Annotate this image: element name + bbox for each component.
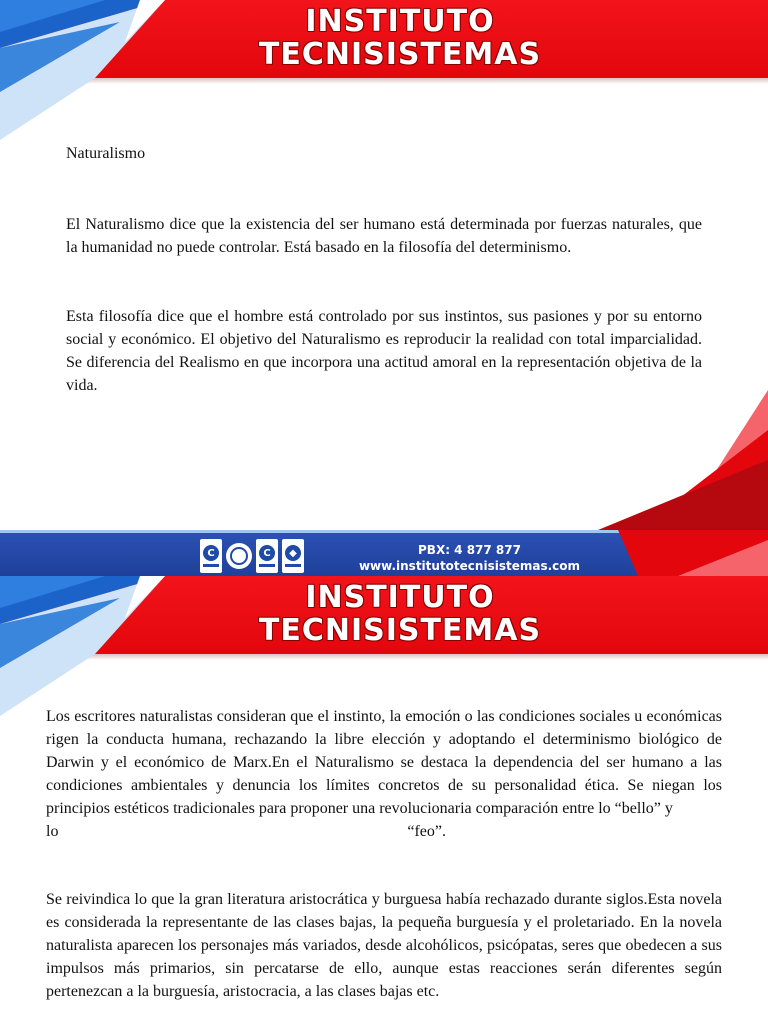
seal-icon [226,543,252,569]
institution-name-line2: TECNISISTEMAS [258,37,542,72]
institution-name [200,5,600,71]
document-title: Naturalismo [66,145,146,162]
paragraph-last-line [46,820,446,843]
paragraph: El Naturalismo dice que la existencia del ser humano está determinada por fuerzas naturales, que la humanidad no puede controlar. Está basado en la filosofía del determinismo. [66,216,702,256]
institution-name-line2: TECNISISTEMAS [258,613,542,648]
decorative-footer-corner [618,530,768,576]
contact-info [357,542,582,574]
institution-name-line1: INSTITUTO [305,4,495,39]
shield-badge-icon: ◆ [282,539,304,573]
paragraph [46,705,722,843]
paragraph-end-word: “feo”. [407,823,446,840]
certification-logos [200,539,304,573]
website-link[interactable]: www.institutotecnisistemas.com [358,559,581,573]
paragraph-text: Los escritores naturalistas consideran que el instinto, la emoción o las condiciones sociales u económicas rigen la conducta humana, rechazando la libre elección y adoptando el determinismo biológico de Darwin y el económico de Marx.En el Naturalismo se destaca la dependencia del ser humano a las condiciones ambientales y denuncia los límites concretos de su personalidad ética. Se niegan los principios estéticos tradicionales para proponer una revolucionaria comparación entre lo “bello” y [46,708,722,817]
paragraph-end-word: lo [46,823,59,840]
decorative-corner-right [598,390,768,530]
paragraph: Esta filosofía dice que el hombre está controlado por sus instintos, sus pasiones y por su entorno social y económico. El objetivo del Naturalismo es reproducir la realidad con total imparcialidad. Se diferencia del Realismo en que incorpora una actitud amoral en la representación objetiva de la vida. [66,308,702,394]
institution-name [200,581,600,647]
slide-2 [0,576,768,1024]
certification-badge-icon: C [200,539,222,573]
paragraph: Se reivindica lo que la gran literatura aristocrática y burguesa había rechazado durante siglos.Esta novela es considerada la representante de las clases bajas, la pequeña burguesía y el proletariado. En la novela naturalista aparecen los personajes más variados, desde alcohólicos, psicópatas, seres que obedecen a sus impulsos más primarios, sin percatarse de ello, aunque estas reacciones serán diferentes según pertenezcan a la burguesía, aristocracia, a las clases bajas etc. [46,891,722,1000]
institution-name-line1: INSTITUTO [305,580,495,615]
phone-number: PBX: 4 877 877 [418,543,521,557]
certification-badge-icon: C [256,539,278,573]
